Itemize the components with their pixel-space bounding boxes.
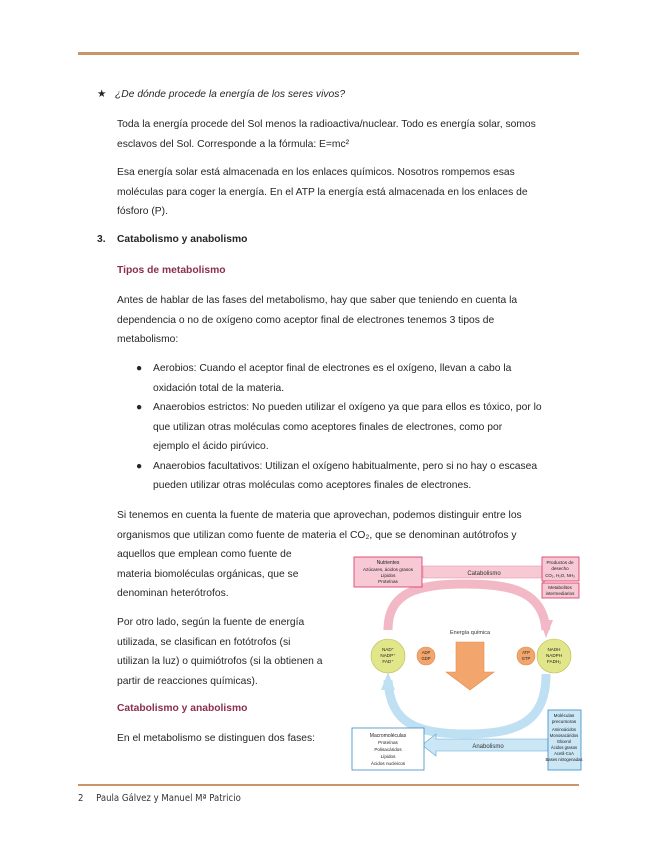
energy-arrow: [446, 642, 494, 690]
list-item: ● Anaerobios estrictos: No pueden utilizar el oxígeno ya que para ellos es tóxico, por lo que utilizan otras moléculas como aceptores finales de electrones, como por ejemplo el ácido pirúvico.: [133, 398, 583, 457]
svg-text:FADH₂: FADH₂: [546, 659, 562, 664]
svg-text:GTP: GTP: [521, 656, 531, 661]
svg-text:Bases nitrogenadas: Bases nitrogenadas: [545, 757, 583, 762]
paragraph-fuente: Si tenemos en cuenta la fuente de materia que aprovechan, podemos distinguir entre los organismos que utilizan como fuente de materia el CO₂, que se denominan autótrofos y aquellos que emplean como fuente de materia biomoléculas orgánicas, que se denominan heterótrofos.: [117, 510, 522, 599]
paragraph-sol: Toda la energía procede del Sol menos la radioactiva/nuclear. Todo es energía solar, somos esclavos del Sol. Corresponde a la fórmula: E=mc²: [117, 119, 536, 150]
paragraph-fases: En el metabolismo se distinguen dos fases:: [117, 733, 316, 744]
star-icon: ★: [97, 89, 107, 100]
question-line: [97, 88, 345, 100]
metabolism-diagram: [348, 552, 583, 774]
svg-text:Proteínas: Proteínas: [378, 740, 398, 745]
svg-text:Acetil-CoA: Acetil-CoA: [554, 751, 574, 756]
bullet-icon: ●: [136, 460, 143, 472]
list-item: ● Aerobios: Cuando el aceptor final de electrones es el oxígeno, llevan a cabo la oxidación total de la materia.: [133, 359, 583, 398]
bullet-icon: ●: [136, 363, 143, 374]
svg-text:NAD⁺: NAD⁺: [381, 647, 395, 652]
svg-text:Ácidos grasos: Ácidos grasos: [550, 745, 578, 750]
footer: [78, 793, 251, 804]
svg-text:NADPH: NADPH: [545, 653, 563, 658]
svg-text:Metabolitos: Metabolitos: [548, 585, 572, 590]
svg-text:ATP: ATP: [522, 650, 530, 655]
svg-text:Lípidos: Lípidos: [380, 754, 396, 759]
question-text: ¿De dónde procede la energía de los seres vivos?: [115, 89, 346, 100]
catabolism-arc: [388, 584, 546, 630]
paragraph-atp: Esa energía solar está almacenada en los enlaces químicos. Nosotros rompemos esas moléculas para coger la energía. En el ATP la energía está almacenada en los enlaces de fósforo (P).: [117, 167, 528, 217]
anabolism-label: Anabolismo: [472, 744, 504, 750]
svg-text:GDP: GDP: [421, 656, 431, 661]
section-heading: 3. Catabolismo y anabolismo: [97, 234, 248, 245]
header-rule: [78, 52, 579, 55]
svg-text:NADP⁺: NADP⁺: [380, 653, 396, 658]
subhead-cat-ana: Catabolismo y anabolismo: [117, 703, 248, 714]
svg-text:CO₂, H₂O, NH₃: CO₂, H₂O, NH₃: [545, 573, 575, 578]
svg-text:Macromoléculas: Macromoléculas: [369, 733, 407, 739]
svg-text:FAD⁺: FAD⁺: [382, 659, 394, 664]
svg-text:Azúcares, ácidos grasos: Azúcares, ácidos grasos: [362, 567, 414, 572]
svg-text:precursoras: precursoras: [551, 719, 577, 724]
svg-text:ADP: ADP: [421, 650, 431, 655]
footer-authors: Paula Gálvez y Manuel Mª Patricio: [96, 793, 241, 804]
paragraph-energia: Por otro lado, según la fuente de energía utilizada, se clasifican en fotótrofos (si utilizan la luz) o quimiótrofos (si la obtienen a partir de reacciones químicas).: [117, 617, 323, 687]
svg-text:NADH: NADH: [547, 647, 561, 652]
catabolism-label: Catabolismo: [467, 571, 501, 577]
svg-text:Monosacáridos: Monosacáridos: [549, 733, 579, 738]
svg-text:Productos de: Productos de: [546, 560, 574, 565]
bullet-icon: ●: [136, 402, 143, 413]
svg-text:desecho: desecho: [551, 566, 569, 571]
chemical-energy-label: Energía química: [449, 630, 491, 636]
svg-text:Polisacáridos: Polisacáridos: [374, 747, 402, 752]
metabolism-types-list: [133, 359, 583, 496]
list-item: ● Anaerobios facultativos: Utilizan el oxígeno habitualmente, pero si no hay o escasea pueden utilizar otras moléculas como aceptores finales de electrones.: [133, 457, 583, 496]
paragraph-intro: Antes de hablar de las fases del metabolismo, hay que saber que teniendo en cuenta la dependencia o no de oxígeno como aceptor final de electrones tenemos 3 tipos de metabolismo:: [117, 295, 518, 345]
svg-text:Nutrientes: Nutrientes: [376, 560, 400, 566]
svg-text:intermediarios: intermediarios: [545, 591, 575, 596]
svg-text:Ácidos nucleicos: Ácidos nucleicos: [370, 761, 406, 766]
svg-text:Aminoácidos: Aminoácidos: [552, 727, 576, 732]
page-number: 2: [78, 793, 84, 804]
anabolism-arc-arrowhead: [381, 672, 395, 690]
svg-text:Lípidos: Lípidos: [380, 573, 396, 578]
subhead-tipos: Tipos de metabolismo: [117, 265, 226, 276]
footer-rule: [78, 784, 579, 786]
svg-text:Glicerol: Glicerol: [556, 739, 572, 744]
svg-text:Moléculas: Moléculas: [553, 713, 575, 718]
svg-text:Proteínas: Proteínas: [378, 579, 398, 584]
